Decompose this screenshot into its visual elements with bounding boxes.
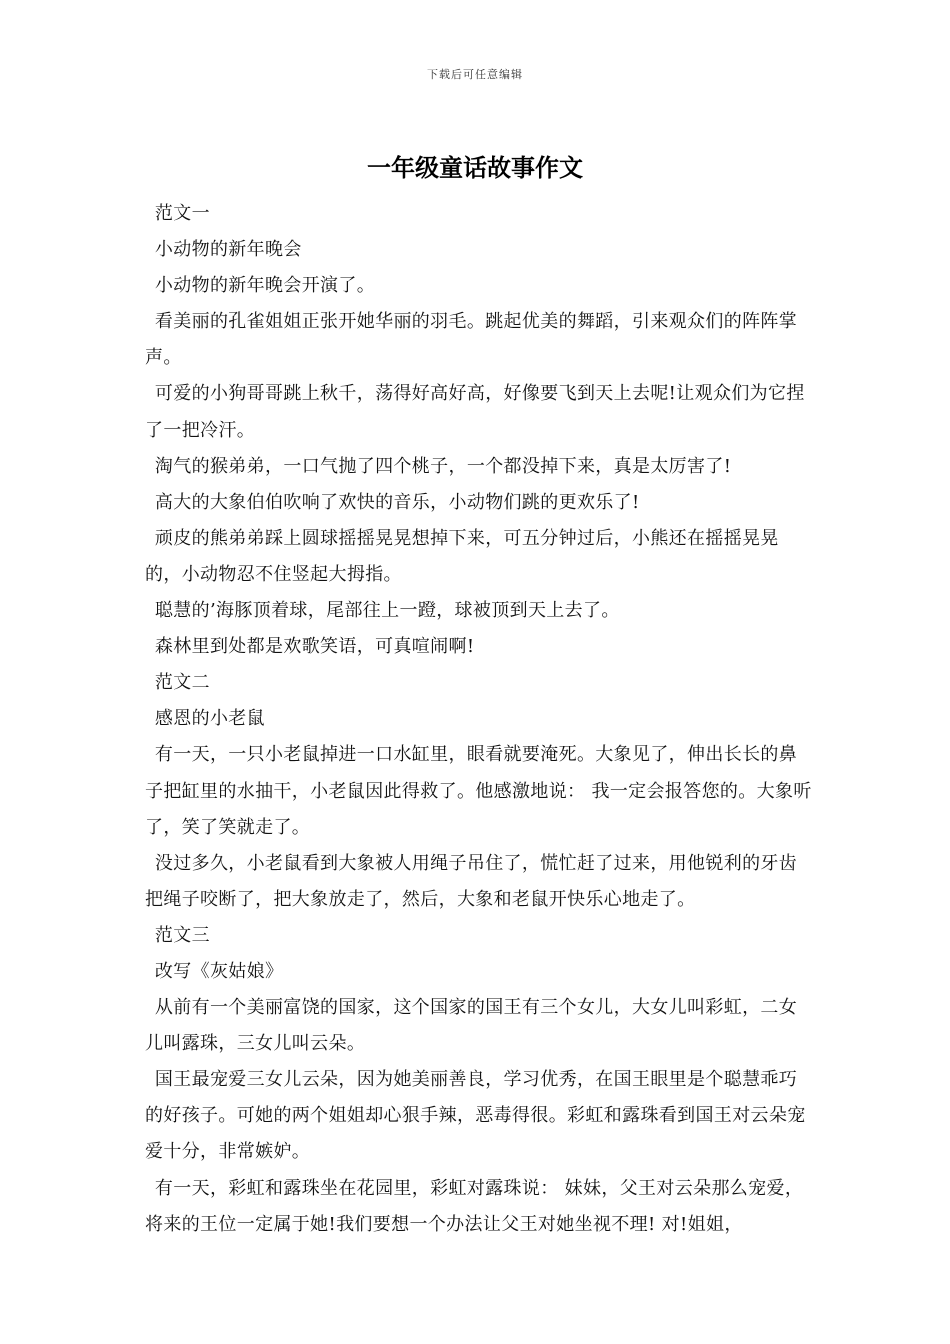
document-body [145,196,815,1243]
paragraph: 淘气的猴弟弟，一口气抛了四个桃子，一个都没掉下来，真是太厉害了! [154,455,732,477]
paragraph: 看美丽的孔雀姐姐正张开她华丽的羽毛。跳起优美的舞蹈，引来观众们的阵阵掌声。 [145,311,798,369]
paragraph: 森林里到处都是欢歌笑语，可真喧闹啊! [154,636,475,658]
paragraph: 有一天，一只小老鼠掉进一口水缸里，眼看就要淹死。大象见了，伸出长长的鼻子把缸里的水抽干，小老鼠因此得救了。他感激地说： 我一定会报答您的。大象听了，笑了笑就走了。 [145,744,812,838]
document-title: 一年级童话故事作文 [367,153,583,182]
paragraph-story-title: 改写《灰姑娘》 [154,960,284,982]
paragraph: 小动物的新年晚会开演了。 [154,275,376,297]
paragraph: 可爱的小狗哥哥跳上秋千，荡得好高好高，好像要飞到天上去呢!让观众们为它捏了一把冷汗。 [145,383,805,441]
paragraph: 高大的大象伯伯吹响了欢快的音乐，小动物们跳的更欢乐了! [154,491,640,513]
paragraph-section-label: 范文二 [154,672,210,694]
paragraph-section-label: 范文三 [154,924,210,946]
paragraph: 从前有一个美丽富饶的国家，这个国家的国王有三个女儿，大女儿叫彩虹，二女儿叫露珠，三女儿叫云朵。 [145,997,798,1055]
paragraph: 有一天，彩虹和露珠坐在花园里，彩虹对露珠说： 妹妹，父王对云朵那么宠爱，将来的王位一定属于她!我们要想一个办法让父王对她坐视不理! 对!姐姐， [145,1177,804,1235]
paragraph: 聪慧的’海豚顶着球，尾部往上一蹬，球被顶到天上去了。 [154,600,620,622]
paragraph-story-title: 感恩的小老鼠 [154,708,265,730]
paragraph-story-title: 小动物的新年晚会 [154,239,302,261]
header-note: 下载后可任意编辑 [427,68,523,81]
paragraph: 国王最宠爱三女儿云朵，因为她美丽善良，学习优秀，在国王眼里是个聪慧乖巧的好孩子。可她的两个姐姐却心狠手辣，恶毒得很。彩虹和露珠看到国王对云朵宠爱十分，非常嫉妒。 [145,1069,806,1163]
paragraph-section-label: 范文一 [154,203,210,224]
paragraph: 顽皮的熊弟弟踩上圆球摇摇晃晃想掉下来，可五分钟过后，小熊还在摇摇晃晃的，小动物忍不住竖起大拇指。 [145,527,779,585]
paragraph: 没过多久，小老鼠看到大象被人用绳子吊住了，慌忙赶了过来，用他锐利的牙齿把绳子咬断了，把大象放走了，然后，大象和老鼠开快乐心地走了。 [145,852,798,910]
